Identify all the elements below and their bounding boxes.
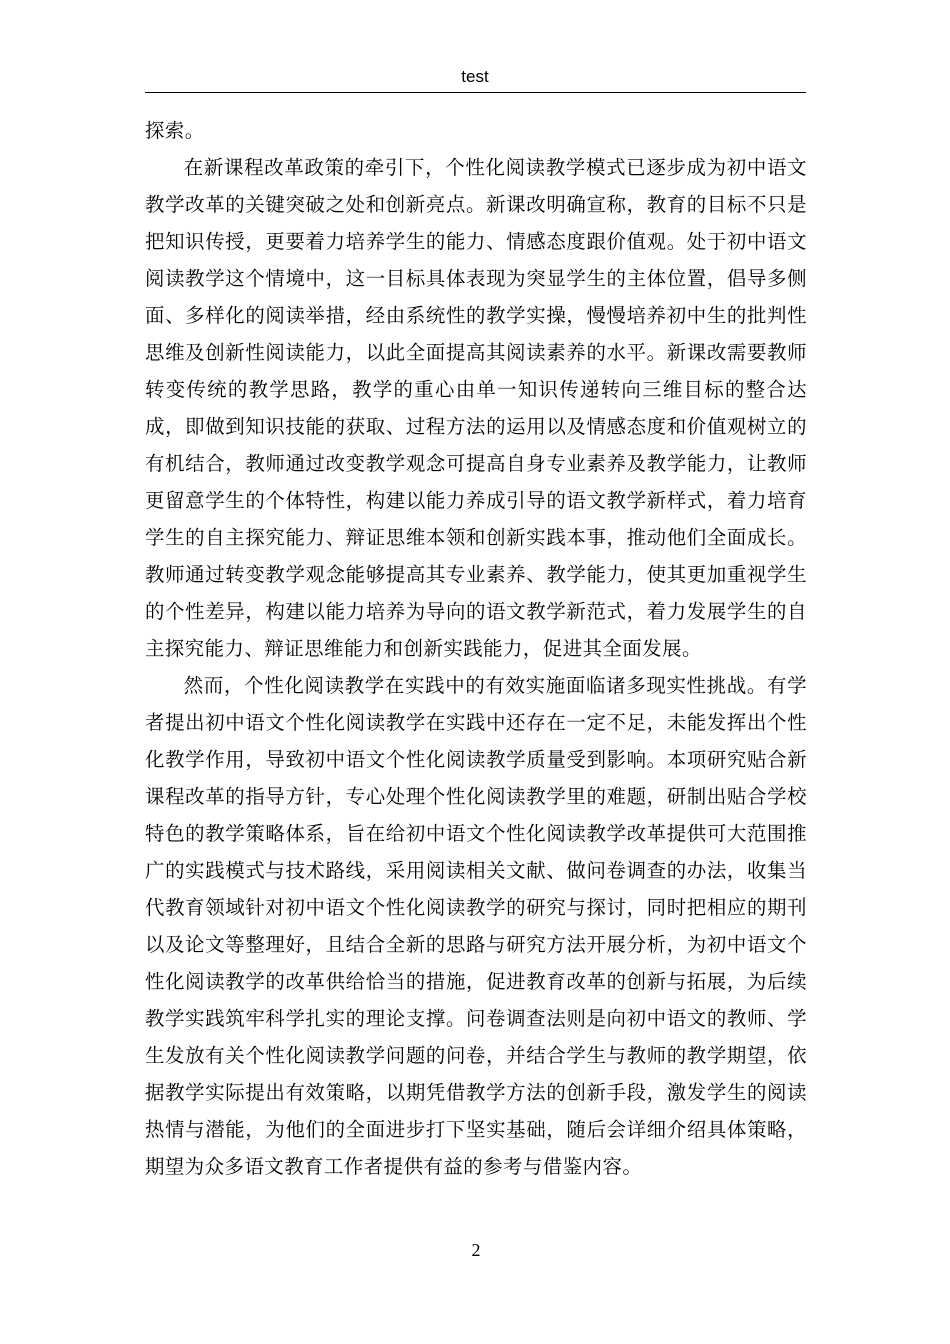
body-text: [145, 112, 807, 1185]
header-divider: [145, 92, 806, 93]
paragraph-new-curriculum-reform: 在新课程改革政策的牵引下，个性化阅读教学模式已逐步成为初中语文教学改革的关键突破之处和创新亮点。新课改明确宣称，教育的目标不只是把知识传授，更要着力培养学生的能力、情感态度跟价值观。处于初中语文阅读教学这个情境中，这一目标具体表现为突显学生的主体位置，倡导多侧面、多样化的阅读举措，经由系统性的教学实操，慢慢培养初中生的批判性思维及创新性阅读能力，以此全面提高其阅读素养的水平。新课改需要教师转变传统的教学思路，教学的重心由单一知识传递转向三维目标的整合达成，即做到知识技能的获取、过程方法的运用以及情感态度和价值观树立的有机结合，教师通过改变教学观念可提高自身专业素养及教学能力，让教师更留意学生的个体特性，构建以能力养成引导的语文教学新样式，着力培育学生的自主探究能力、辩证思维本领和创新实践本事，推动他们全面成长。教师通过转变教学观念能够提高其专业素养、教学能力，使其更加重视学生的个性差异，构建以能力培养为导向的语文教学新范式，着力发展学生的自主探究能力、辩证思维能力和创新实践能力，促进其全面发展。: [145, 156, 807, 660]
paragraph-continuation: 探索。: [145, 119, 205, 142]
paragraph-challenges-and-methods: 然而，个性化阅读教学在实践中的有效实施面临诸多现实性挑战。有学者提出初中语文个性化阅读教学在实践中还存在一定不足，未能发挥出个性化教学作用，导致初中语文个性化阅读教学质量受到影响。本项研究贴合新课程改革的指导方针，专心处理个性化阅读教学里的难题，研制出贴合学校特色的教学策略体系，旨在给初中语文个性化阅读教学改革提供可大范围推广的实践模式与技术路线，采用阅读相关文献、做问卷调查的办法，收集当代教育领域针对初中语文个性化阅读教学的研究与探讨，同时把相应的期刊以及论文等整理好，且结合全新的思路与研究方法开展分析，为初中语文个性化阅读教学的改革供给恰当的措施，促进教育改革的创新与拓展，为后续教学实践筑牢科学扎实的理论支撑。问卷调查法则是向初中语文的教师、学生发放有关个性化阅读教学问题的问卷，并结合学生与教师的教学期望，依据教学实际提出有效策略，以期凭借教学方法的创新手段，激发学生的阅读热情与潜能，为他们的全面进步打下坚实基础，随后会详细介绍具体策略，期望为众多语文教育工作者提供有益的参考与借鉴内容。: [145, 674, 807, 1178]
page-number: 2: [471, 1240, 481, 1260]
page-header-title: test: [461, 67, 489, 86]
